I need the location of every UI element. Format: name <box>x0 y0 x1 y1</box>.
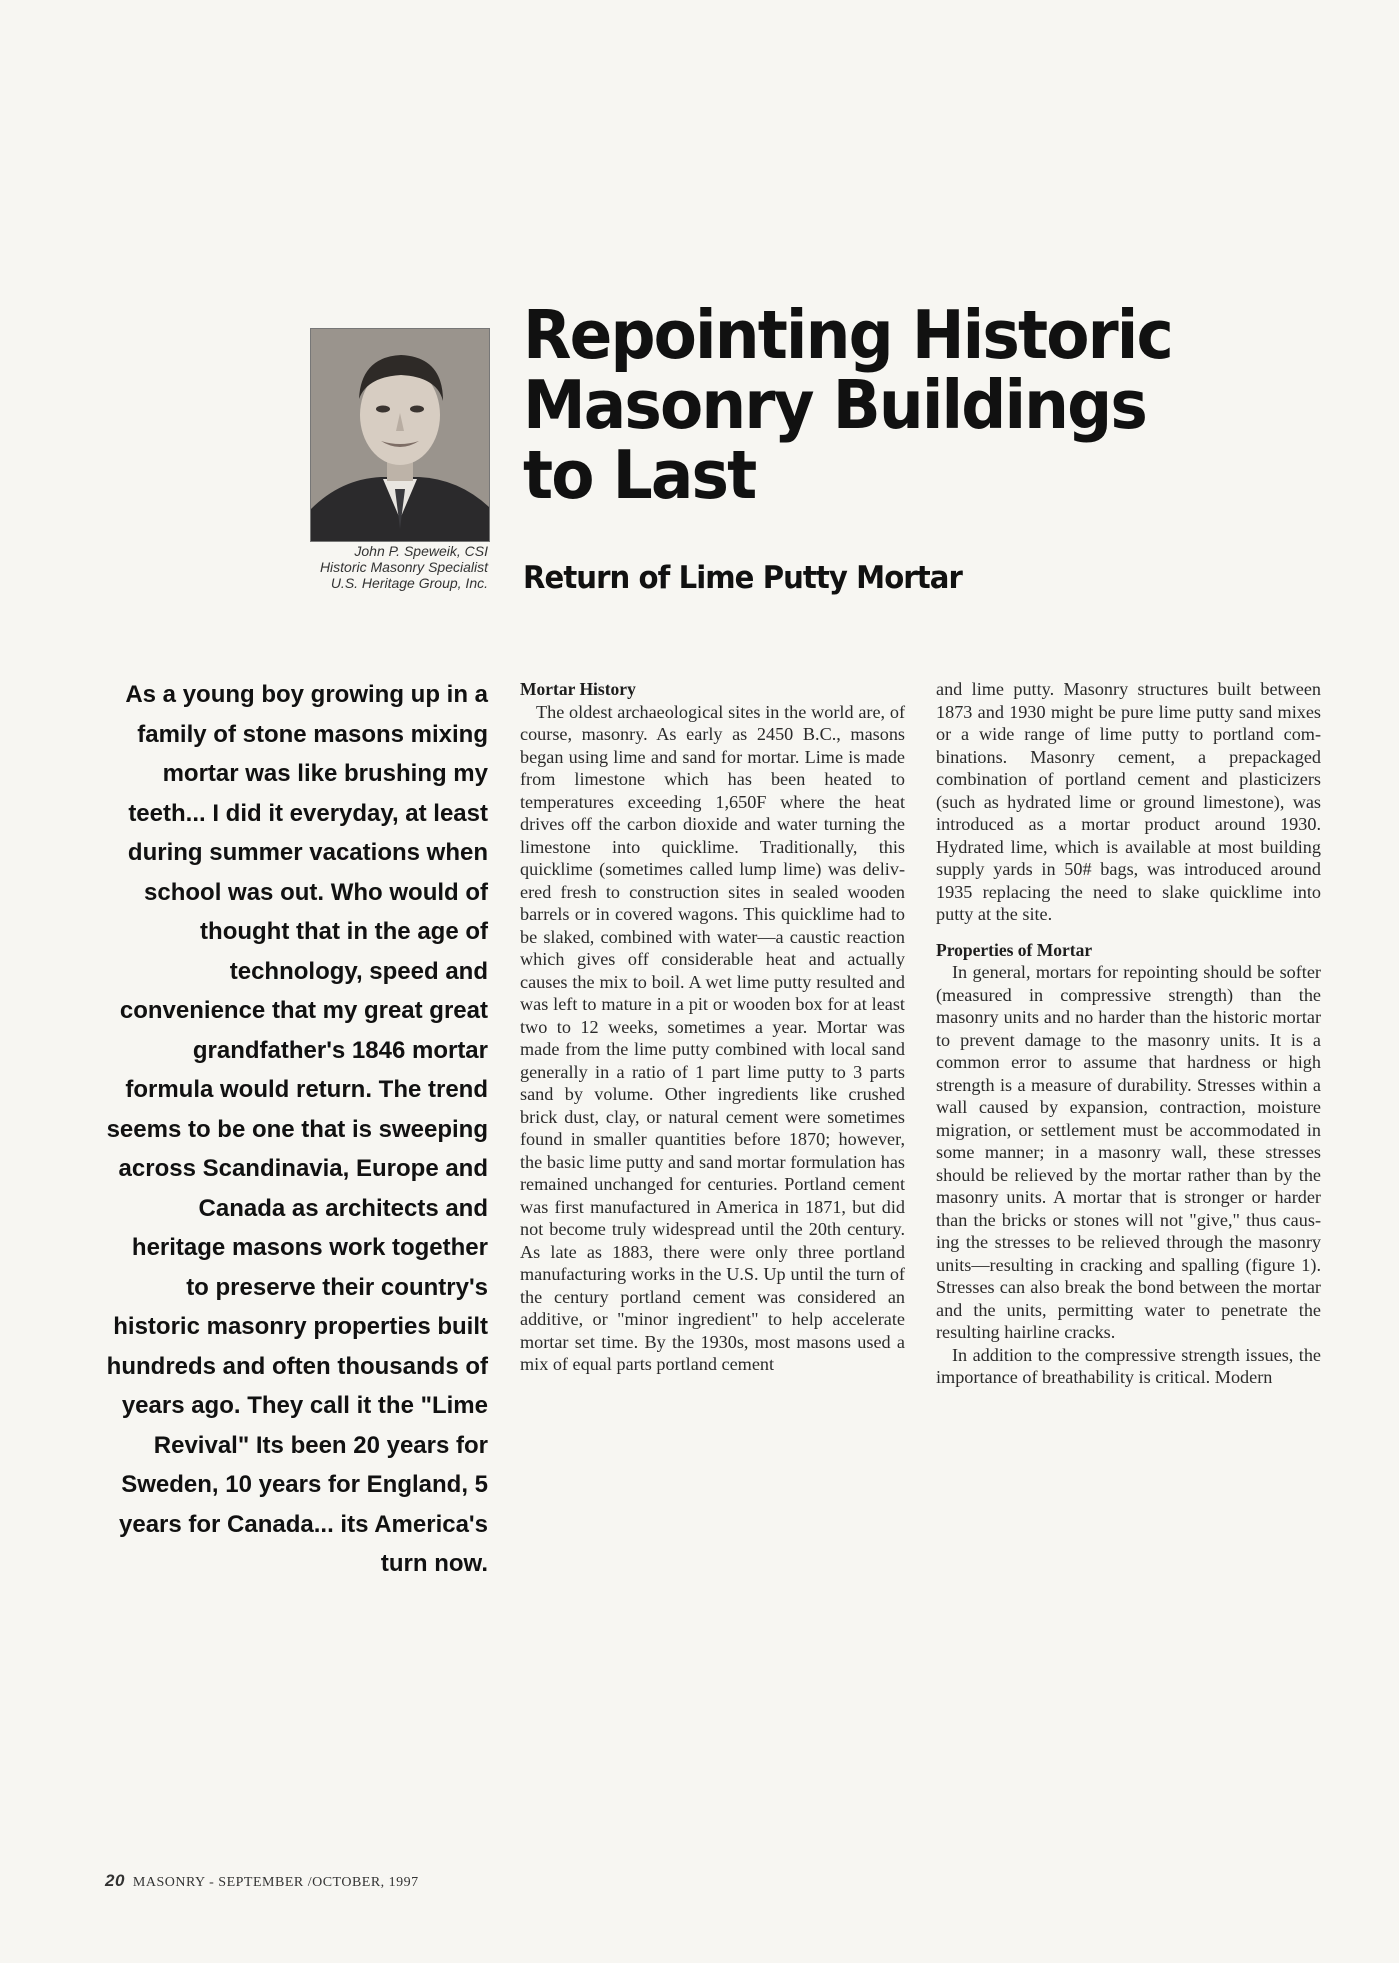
author-portrait-image <box>311 329 489 541</box>
paragraph-mortar-history-continued: and lime putty. Masonry structures built between 1873 and 1930 might be pure lime putty sand mixes or a wide range of lime putty to portland combinations. Masonry cement, a prepackaged combination of portland cement and plasticizers (such as hydrated lime or ground limestone), was introduced as a mortar product around 1930. Hydrated lime, which is available at most building supply yards in 50# bags, was introduced around 1935 replacing the need to slake quicklime into putty at the site. <box>936 679 1321 924</box>
author-byline <box>260 543 488 591</box>
paragraph-properties-2: In addition to the compressive strength issues, the importance of breathability is critical. Modern <box>936 1344 1321 1387</box>
paragraph-properties-1: In general, mortars for repointing should be softer (measured in compressive strength) than the masonry units and no harder than the historic mortar to prevent damage to the masonry units. It is a common error to assume that hardness or high strength is a measure of durability. Stresses within a wall caused by expansion, contraction, moisture migration, or settlement must be accommodated in some manner; in a masonry wall, these stresses should be relieved by the mortar rather than by the masonry units. A mortar that is stronger or harder than the bricks or stones will not "give," thus causing the stresses to be relieved through the masonry units—resulting in cracking and spalling (figure 1). Stresses can also break the bond between the mortar and the units, permitting water to penetrate the resulting hairline cracks. <box>936 962 1321 1342</box>
page-footer <box>105 1871 419 1891</box>
title-line-1: Repointing Historic <box>523 296 1172 374</box>
article-title <box>523 296 1294 514</box>
paragraph-mortar-history: The oldest archaeological sites in the world are, of course, masonry. As early as 2450 B.C., masons began using lime and sand for mortar. Lime is made from limestone which has been heated to temperatures exceeding 1,650F where the heat drives off the carbon dioxide and water turning the limestone into quicklime. Traditionally, this quicklime (sometimes called lump lime) was delivered fresh to construction sites in sealed wooden barrels or in covered wagons. This quicklime had to be slaked, combined with water—a caustic reaction which gives off considerable heat and actually causes the mix to boil. A wet lime putty resulted and was left to mature in a pit or wooden box for at least two to 12 weeks, sometimes a year. Mortar was made from the lime putty combined with local sand generally in a ratio of 1 part lime putty to 3 parts sand by volume. Other ingredients like crushed brick dust, clay, or natural cement were sometimes found in smaller quantities before 1870; however, the basic lime putty and sand mortar formulation has remained unchanged for centuries. Portland cement was first manufactured in America in 1871, but did not become truly widespread until the 20th century. As late as 1883, there were only three portland manufacturing works in the U.S. Up until the turn of the century portland cement was considered an additive, or "minor ingredient" to help accelerate mortar set time. By the 1930s, most masons used a mix of equal parts portland cement <box>520 701 905 1374</box>
article-column-2 <box>936 678 1321 1389</box>
author-photo <box>310 328 490 542</box>
author-name: John P. Speweik, CSI <box>354 543 488 559</box>
section-heading-properties-of-mortar: Properties of Mortar <box>936 939 1093 960</box>
page-number: 20 <box>105 1871 125 1890</box>
section-heading-mortar-history: Mortar History <box>520 679 636 699</box>
author-role: Historic Masonry Specialist <box>319 559 488 575</box>
publication-info: MASONRY - SEPTEMBER /OCTOBER, 1997 <box>132 1875 419 1890</box>
article-column-1 <box>520 678 905 1376</box>
title-line-3: to Last <box>523 436 756 514</box>
article-subtitle: Return of Lime Putty Mortar <box>523 560 962 596</box>
title-line-2: Masonry Buildings <box>523 366 1146 444</box>
pull-quote: As a young boy growing up in a family of stone masons mixing mortar was like brushing my teeth... I did it everyday, at least during summer vacations when school was out. Who would of thought that in the age of technology, speed and convenience that my great great grandfather's 1846 mortar formula would return. The trend seems to be one that is sweeping across Scandinavia, Europe and Canada as architects and heritage masons work together to preserve their country's historic masonry properties built hundreds and often thousands of years ago. They call it the "Lime Revival" Its been 20 years for Sweden, 10 years for England, 5 years for Canada... its America's turn now. <box>106 681 488 1577</box>
author-company: U.S. Heritage Group, Inc. <box>330 575 488 591</box>
